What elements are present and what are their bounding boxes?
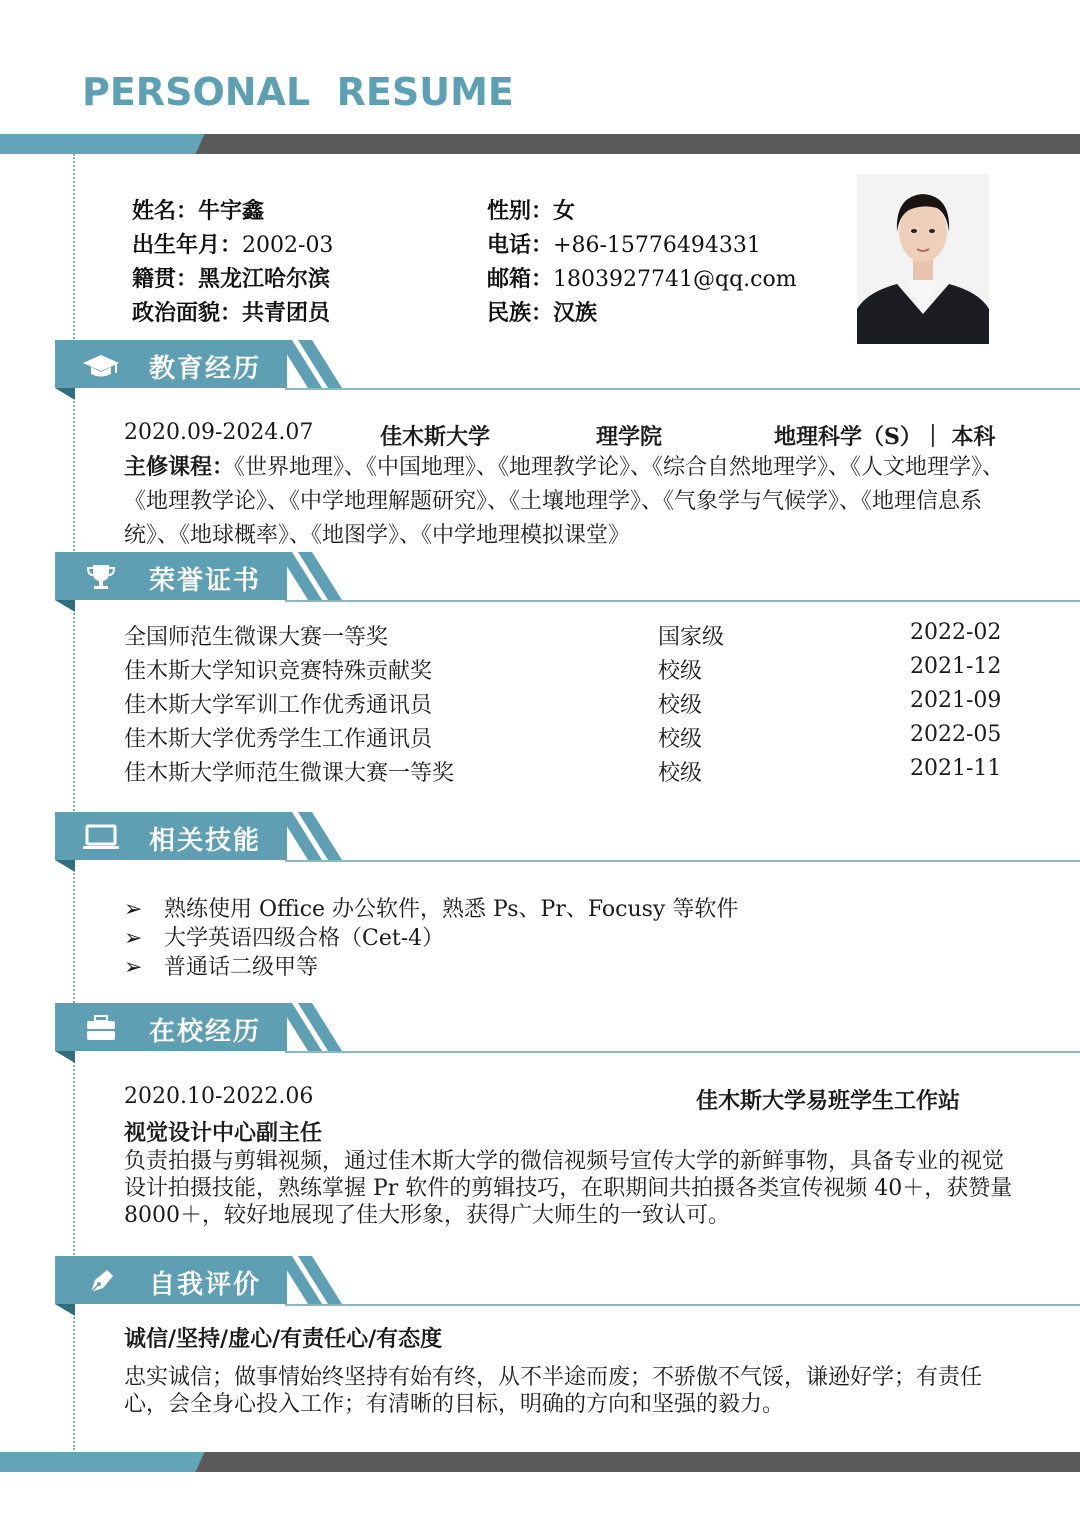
honor-row-2-name: 佳木斯大学知识竞赛特殊贡献奖 xyxy=(124,659,433,684)
gender-label: 性别： xyxy=(487,198,554,224)
education-major: 地理科学（S）｜ 本科 xyxy=(774,424,996,450)
honor-row-4-level: 校级 xyxy=(658,727,703,752)
courses-label: 主修课程： xyxy=(124,454,235,480)
native-value: 黑龙江哈尔滨 xyxy=(198,266,331,292)
info-birth xyxy=(132,228,333,259)
info-politics xyxy=(132,296,330,327)
honor-row-5-level: 校级 xyxy=(658,761,703,786)
info-phone xyxy=(487,228,761,259)
phone-label: 电话： xyxy=(487,232,554,258)
pen-icon xyxy=(81,1266,121,1296)
bottom-accent-bar xyxy=(0,1452,200,1472)
section-campus-header xyxy=(55,1003,1080,1053)
profile-photo xyxy=(857,174,989,344)
honor-row-3-date: 2021-09 xyxy=(910,688,1002,713)
bottom-dark-bar xyxy=(210,1452,1080,1472)
honor-row-2-level: 校级 xyxy=(658,659,703,684)
info-gender xyxy=(487,194,575,225)
ethnic-value: 汉族 xyxy=(553,300,598,326)
honor-row-5-date: 2021-11 xyxy=(910,756,1002,781)
skill-text-3: 普通话二级甲等 xyxy=(164,955,319,980)
honor-row-1-date: 2022-02 xyxy=(910,620,1002,645)
top-dark-bar xyxy=(210,134,1080,154)
skill-item-3 xyxy=(124,950,318,981)
bottom-bar-diagonal xyxy=(190,1452,210,1472)
politics-label: 政治面貌： xyxy=(132,300,243,326)
ethnic-label: 民族： xyxy=(487,300,554,326)
birth-value: 2002-03 xyxy=(242,233,334,258)
honor-row-3-name: 佳木斯大学军训工作优秀通讯员 xyxy=(124,693,433,718)
section-skills-title: 相关技能 xyxy=(149,826,262,856)
trophy-icon xyxy=(81,562,121,592)
campus-role: 视觉设计中心副主任 xyxy=(124,1120,323,1146)
gender-value: 女 xyxy=(553,198,576,224)
section-education-title: 教育经历 xyxy=(149,354,262,384)
section-education-header xyxy=(55,340,1080,390)
education-courses xyxy=(124,450,1014,553)
section-skills-header xyxy=(55,812,1080,862)
skill-text-1: 熟练使用 Office 办公软件，熟悉 Ps、Pr、Focusy 等软件 xyxy=(164,897,739,922)
section-campus-title: 在校经历 xyxy=(149,1017,262,1047)
skill-text-2: 大学英语四级合格（Cet-4） xyxy=(164,926,445,951)
skill-item-1 xyxy=(124,892,738,923)
arrow-bullet-icon: ➢ xyxy=(124,926,143,951)
arrow-bullet-icon: ➢ xyxy=(124,955,143,980)
top-bar-diagonal xyxy=(190,134,210,154)
info-ethnic xyxy=(487,296,597,327)
honor-row-2-date: 2021-12 xyxy=(910,654,1002,679)
briefcase-icon xyxy=(81,1013,121,1043)
section-self-header xyxy=(55,1256,1080,1306)
honor-row-3-level: 校级 xyxy=(658,693,703,718)
campus-description: 负责拍摄与剪辑视频，通过佳木斯大学的微信视频号宣传大学的新鲜事物，具备专业的视觉设计拍摄技能，熟练掌握 Pr 软件的剪辑技巧，在职期间共拍摄各类宣传视频 40＋，获赞量 8000＋，较好地展现了佳大形象，获得广大师生的一致认可。 xyxy=(124,1149,1013,1228)
graduation-cap-icon xyxy=(81,350,121,380)
self-description: 忠实诚信；做事情始终坚持有始有终，从不半途而废；不骄傲不气馁，谦逊好学；有责任心，会全身心投入工作；有清晰的目标，明确的方向和坚强的毅力。 xyxy=(124,1365,983,1417)
section-honors-title: 荣誉证书 xyxy=(149,566,262,596)
native-label: 籍贯： xyxy=(132,266,199,292)
info-email xyxy=(487,262,797,293)
section-self-title: 自我评价 xyxy=(149,1270,262,1300)
politics-value: 共青团员 xyxy=(242,300,331,326)
resume-title: PERSONAL RESUME xyxy=(82,70,514,114)
honor-row-5-name: 佳木斯大学师范生微课大赛一等奖 xyxy=(124,761,455,786)
honor-row-4-name: 佳木斯大学优秀学生工作通讯员 xyxy=(124,727,433,752)
honor-row-4-date: 2022-05 xyxy=(910,722,1002,747)
courses-list: 《世界地理》、《中国地理》、《地理教学论》、《综合自然地理学》、《人文地理学》、《地理教学论》、《中学地理解题研究》、《土壤地理学》、《气象学与气候学》、《地理信息系统》、《地球概率》、《地图学》、《中学地理模拟课堂》 xyxy=(124,455,1005,548)
info-name xyxy=(132,194,264,225)
honor-row-1-level: 国家级 xyxy=(658,625,725,650)
top-accent-bar xyxy=(0,134,200,154)
name-value: 牛宇鑫 xyxy=(198,198,265,224)
section-honors-header xyxy=(55,552,1080,602)
name-label: 姓名： xyxy=(132,198,199,224)
campus-org: 佳木斯大学易班学生工作站 xyxy=(696,1088,961,1114)
education-period: 2020.09-2024.07 xyxy=(124,420,314,445)
campus-period: 2020.10-2022.06 xyxy=(124,1084,314,1109)
birth-label: 出生年月： xyxy=(132,232,243,258)
phone-value: +86-15776494331 xyxy=(553,233,761,258)
arrow-bullet-icon: ➢ xyxy=(124,897,143,922)
skill-item-2 xyxy=(124,921,444,952)
education-school: 佳木斯大学 xyxy=(380,424,491,450)
education-college: 理学院 xyxy=(596,424,663,450)
honor-row-1-name: 全国师范生微课大赛一等奖 xyxy=(124,625,389,650)
self-keywords: 诚信/坚持/虚心/有责任心/有态度 xyxy=(124,1326,443,1352)
info-native xyxy=(132,262,330,293)
email-value[interactable]: 1803927741@qq.com xyxy=(553,267,797,292)
email-label: 邮箱： xyxy=(487,266,554,292)
laptop-icon xyxy=(81,822,121,852)
